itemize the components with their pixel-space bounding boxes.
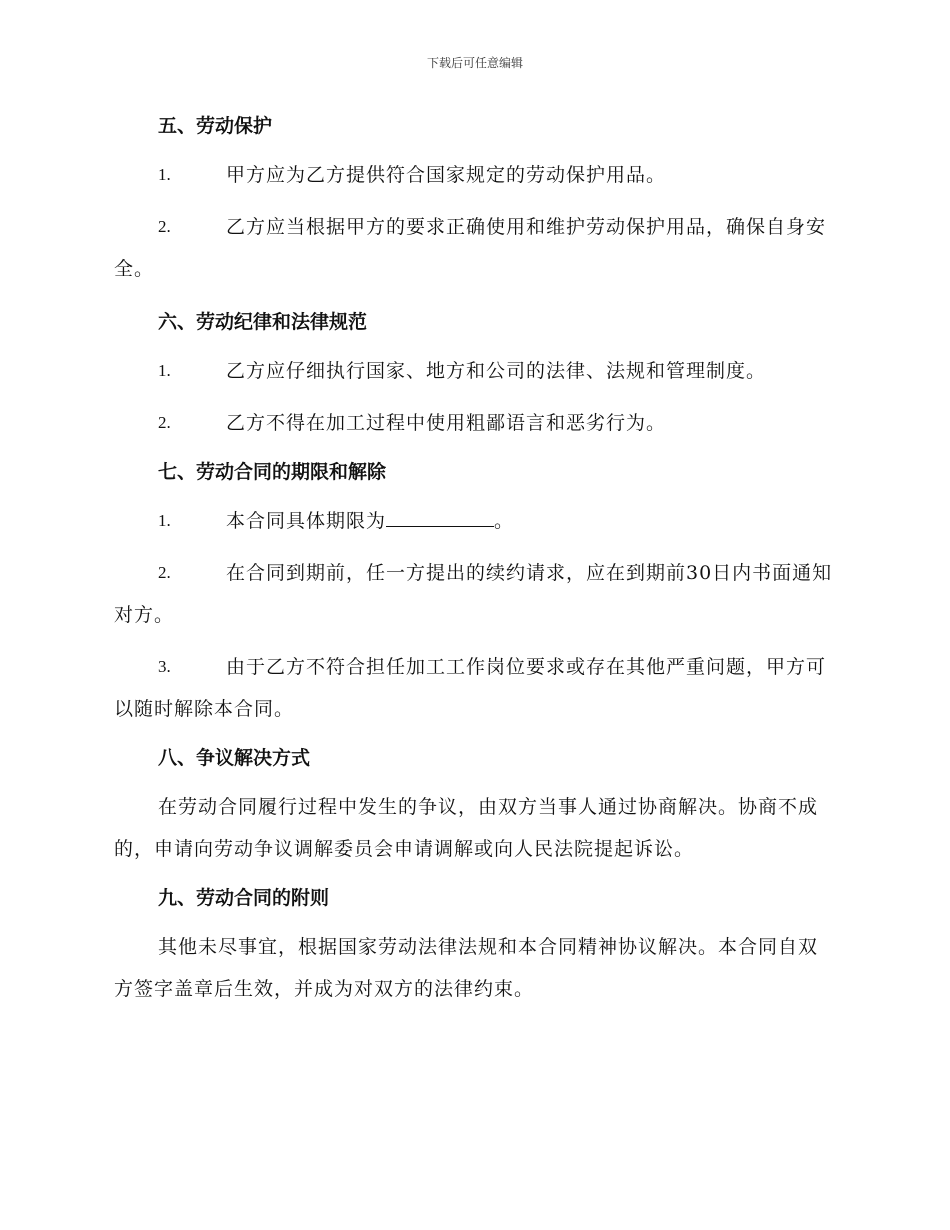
clause-text: 甲方应为乙方提供符合国家规定的劳动保护用品。 [226,164,667,186]
clause-number: 1. [158,511,171,530]
clause-text-after-blank: 。 [494,510,515,532]
clause-number: 1. [158,361,171,380]
clause-number: 3. [158,657,171,676]
clause-text: 乙方应当根据甲方的要求正确使用和维护劳动保护用品，确保自身安全。 [114,216,827,280]
clause-number: 2. [158,563,171,582]
clause-6-2 [114,402,834,444]
section-title-labor-protection: 五、劳动保护 [158,115,273,137]
section-title-term-termination: 七、劳动合同的期限和解除 [158,461,387,483]
clause-6-1 [114,350,834,392]
clause-7-1 [114,500,834,542]
clause-text: 在合同到期前，任一方提出的续约请求，应在到期前30日内书面通知对方。 [114,562,833,626]
clause-number: 1. [158,165,171,184]
clause-number: 2. [158,413,171,432]
fill-in-blank [386,508,494,527]
clause-7-3 [114,646,834,730]
supplementary-paragraph: 其他未尽事宜，根据国家劳动法律法规和本合同精神协议解决。本合同自双方签字盖章后生效，并成为对双方的法律约束。 [114,936,819,1000]
section-title-dispute: 八、争议解决方式 [158,747,311,769]
clause-5-1 [114,154,834,196]
clause-text-before-blank: 本合同具体期限为 [226,510,387,532]
clause-text: 由于乙方不符合担任加工工作岗位要求或存在其他严重问题，甲方可以随时解除本合同。 [114,656,827,720]
page-header: 下载后可任意编辑 [426,56,523,70]
clause-text [114,500,834,542]
document-body [114,108,834,1010]
clause-text: 乙方应仔细执行国家、地方和公司的法律、法规和管理制度。 [226,360,767,382]
clause-7-2 [114,552,834,636]
dispute-paragraph: 在劳动合同履行过程中发生的争议，由双方当事人通过协商解决。协商不成的，申请向劳动争议调解委员会申请调解或向人民法院提起诉讼。 [114,796,819,860]
clause-number: 2. [158,217,171,236]
section-title-supplementary: 九、劳动合同的附则 [158,887,330,909]
clause-text: 乙方不得在加工过程中使用粗鄙语言和恶劣行为。 [226,412,667,434]
section-title-discipline: 六、劳动纪律和法律规范 [158,311,368,333]
clause-5-2 [114,206,834,290]
